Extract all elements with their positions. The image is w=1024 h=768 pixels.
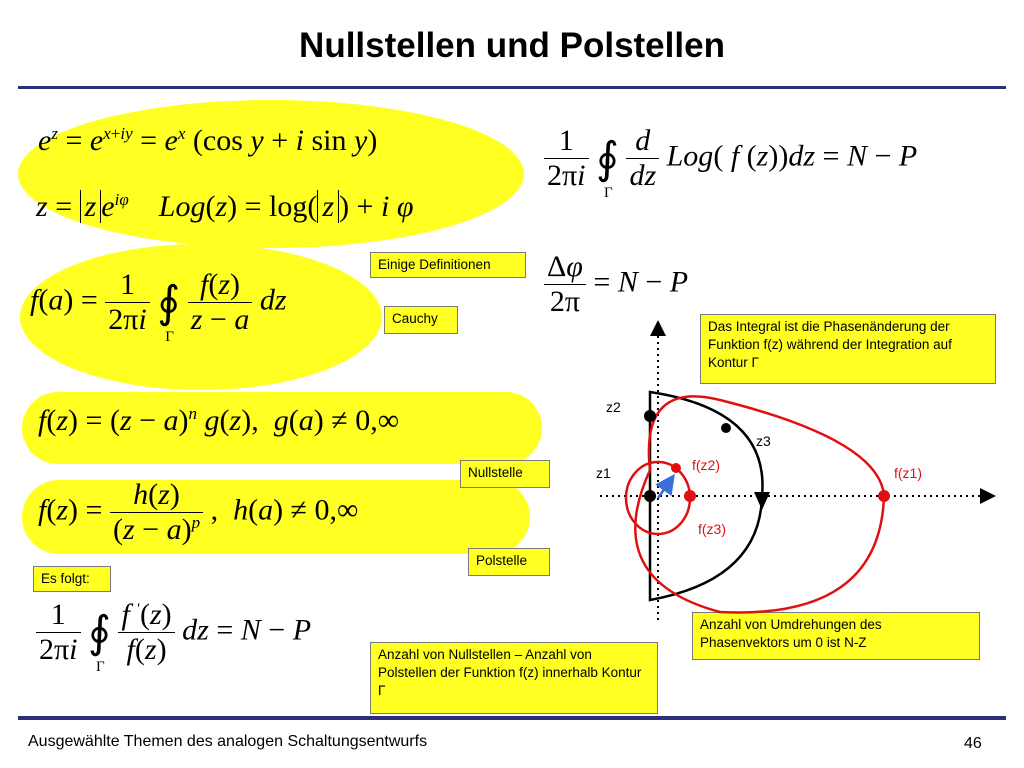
imaginary-axis-arrow <box>650 320 666 336</box>
log-integral-formula: $\frac{1}{2\pi i}$ ∮ Γ $\frac{d}{dz}$ Log( f (z))dz = N − P <box>544 124 917 193</box>
phase-change-formula: $\frac{\Delta\varphi}{2\pi}$ = N − P <box>544 250 688 319</box>
polstelle-label: Polstelle <box>468 548 550 576</box>
label-z3: z3 <box>756 433 771 449</box>
point-fz1 <box>878 490 890 502</box>
definitions-label: Einige Definitionen <box>370 252 526 278</box>
slide-title: Nullstellen und Polstellen <box>299 26 725 65</box>
point-z2 <box>644 410 656 422</box>
integral-explanation-box: Das Integral ist die Phasenänderung der Funktion f(z) während der Integration auf Kontur Γ <box>700 314 996 384</box>
point-z1 <box>644 490 656 502</box>
cauchy-formula: f(a) = $\frac{1}{2\pi i}$ ∮ Γ $\frac{f(z)}{z - a}$ dz <box>30 268 287 345</box>
argument-principle-formula: $\frac{1}{2\pi i}$ ∮ Γ $\frac{f '(z)}{f(z)}$ dz = N − P <box>36 598 311 667</box>
footer-rule <box>18 716 1006 720</box>
point-fz3 <box>684 490 696 502</box>
es-folgt-label: Es folgt: <box>33 566 111 592</box>
label-z2: z2 <box>606 399 621 415</box>
contour-direction-arrow <box>754 492 770 510</box>
count-explanation-box: Anzahl von Nullstellen – Anzahl von Polstellen der Funktion f(z) innerhalb Kontur Γ <box>370 642 658 714</box>
cauchy-label: Cauchy <box>384 306 458 334</box>
label-fz1: f(z1) <box>894 465 922 481</box>
point-fz2 <box>671 463 681 473</box>
label-z1: z1 <box>596 465 611 481</box>
nullstelle-label: Nullstelle <box>460 460 550 488</box>
label-fz3: f(z3) <box>698 521 726 537</box>
nullstelle-formula: $f(z) = (z - a)^n$ g(z), g(a) ≠ 0,∞ <box>38 404 400 437</box>
exp-definition-formula: $e^z = e^{x+iy} = e^x$ (cos y + i sin y) <box>38 124 378 157</box>
phase-vector <box>658 478 672 498</box>
footer-text: Ausgewählte Themen des analogen Schaltungsentwurfs <box>28 733 428 750</box>
point-z3 <box>721 423 731 433</box>
log-definition-formula: z = z $e^{i\varphi}$ Log(z) = log( z ) + i φ <box>36 190 414 223</box>
rotations-explanation-box: Anzahl von Umdrehungen des Phasenvektors um 0 ist N-Z <box>692 612 980 660</box>
polstelle-formula: f(z) = $\frac{h(z)}{(z - a)^p}$ , h(a) ≠ 0,∞ <box>38 478 359 546</box>
page-number: 46 <box>964 735 982 752</box>
real-axis-arrow <box>980 488 996 504</box>
label-fz2: f(z2) <box>692 457 720 473</box>
